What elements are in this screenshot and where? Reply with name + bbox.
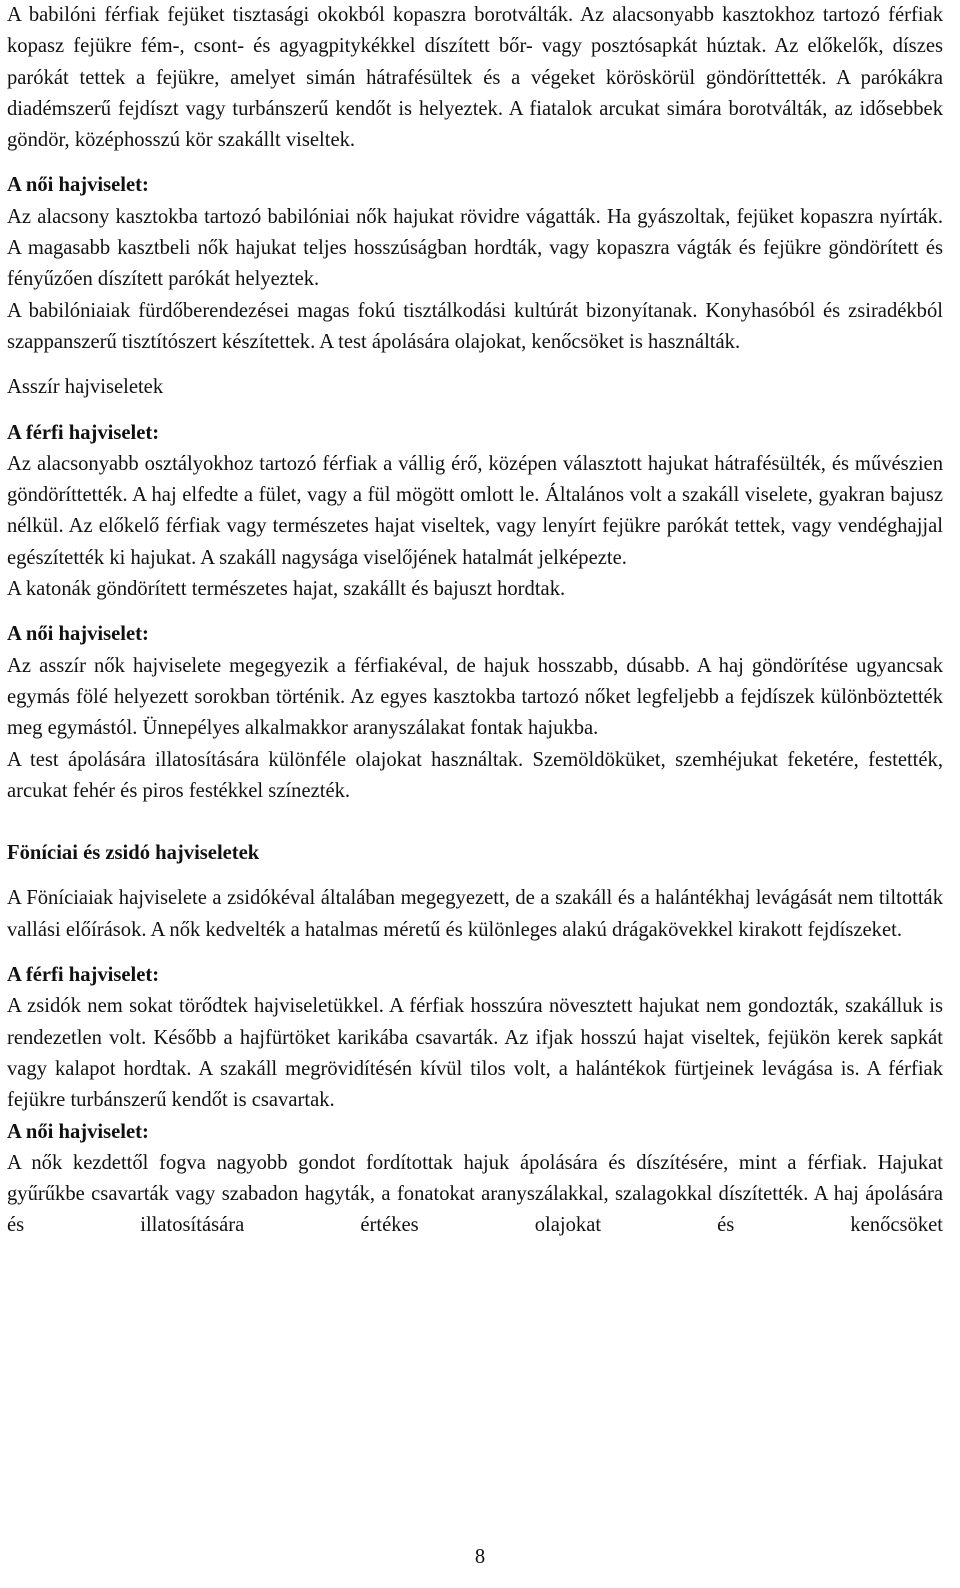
phoenician-male-paragraph: A zsidók nem sokat törődtek hajviseletükkel. A férfiak hosszúra növesztett hajukat nem gondozták, szakálluk is rendezetlen volt. Később a hajfürtöket karikába csavarták. Az ifjak hosszú hajat viseltek, fejükön kerek sapkát vagy kalapot hordtak. A szakáll megrövidítésén kívül tilos volt, a halántékok fürtjeinek levágása is. A férfiak fejükre turbánszerű kendőt is csavartak. — [7, 995, 943, 1112]
assyrian-female-heading: A női hajviselet: — [7, 623, 149, 646]
assyrian-male-paragraph: Az alacsonyabb osztályokhoz tartozó férfiak a vállig érő, középen választott hajukat hátrafésülték, és művészien göndöríttették. A haj elfedte a fület, vagy a fül mögött omlott le. Általános volt a szakáll viselete, gyakran bajusz nélkül. Az előkelő férfiak vagy természetes hajat viseltek, vagy lenyírt fejükre parókát tettek, vagy vendéghajjal egészítették ki hajukat. A szakáll nagysága viselőjének hatalmát jelképezte. — [7, 452, 943, 569]
spacer — [7, 946, 943, 960]
babylonian-men-paragraph: A babilóni férfiak fejüket tisztasági okokból kopaszra borotválták. Az alacsonyabb kasztokhoz tartozó férfiak kopasz fejükre fém-, csont- és agyagpitykékkel díszített bőr- vagy posztósapkát húztak. Az előkelők, díszes parókát tettek a fejükre, amelyet simán hátrafésültek és a végeket köröskörül göndöríttették. A parókákra diadémszerű fejdíszt vagy turbánszerű kendőt is helyeztek. A fiatalok arcukat simára borotválták, az idősebbek göndör, középhosszú kör szakállt viseltek. — [7, 4, 943, 152]
phoenician-section-title: Föníciai és zsidó hajviseletek — [7, 842, 260, 865]
spacer — [7, 404, 943, 418]
assyrian-soldiers-paragraph: A katonák göndörített természetes hajat, szakállt és bajuszt hordtak. — [7, 578, 566, 601]
assyrian-male-heading: A férfi hajviselet: — [7, 421, 160, 444]
babylonian-hygiene-paragraph: A babilóniaiak fürdőberendezései magas fokú tisztálkodási kultúrát bizonyítanak. Konyhasóból és zsiradékból szappanszerű tisztítószert készítettek. A test ápolására olajokat, kenőcsöket is használták. — [7, 299, 943, 353]
document-page — [7, 0, 943, 1242]
phoenician-male-heading: A férfi hajviselet: — [7, 964, 160, 987]
assyrian-body-care-paragraph: A test ápolására illatosítására különféle olajokat használtak. Szemöldöküket, szemhéjukat feketére, festették, arcukat fehér és piros festékkel színezték. — [7, 748, 943, 802]
spacer — [7, 358, 943, 372]
assyrian-section-title: Asszír hajviseletek — [7, 376, 164, 399]
assyrian-female-paragraph: Az asszír nők hajviselete megegyezik a férfiakéval, de hajuk hosszabb, dúsabb. A haj göndörítése ugyancsak egymás fölé helyezett sorokban történik. Az egyes kasztokba tartozó nőket legfeljebb a fejdíszek különböztették meg egymástól. Ünnepélyes alkalmakkor aranyszálakat fontak hajukba. — [7, 654, 943, 740]
phoenician-female-heading: A női hajviselet: — [7, 1120, 149, 1143]
phoenician-female-paragraph: A nők kezdettől fogva nagyobb gondot fordítottak hajuk ápolására és díszítésére, mint a férfiak. Hajukat gyűrűkbe csavarták vagy szabadon hagyták, a fonatokat aranyszálakkal, szalagokkal díszítették. A haj ápolására és illatosítására értékes olajokat és kenőcsöket — [7, 1151, 943, 1237]
spacer — [7, 807, 943, 838]
phoenician-intro-paragraph: A Föníciaiak hajviselete a zsidókéval általában megegyezett, de a szakáll és a halántékhaj levágását nem tiltották vallási előírások. A nők kedvelték a hatalmas méretű és különleges alakú drágakövekkel kirakott fejdíszeket. — [7, 887, 943, 941]
spacer — [7, 156, 943, 170]
page-number: 8 — [474, 1546, 486, 1568]
babylonian-female-heading: A női hajviselet: — [7, 174, 149, 197]
spacer — [7, 869, 943, 883]
spacer — [7, 605, 943, 619]
babylonian-female-paragraph: Az alacsony kasztokba tartozó babilóniai nők hajukat rövidre vágatták. Ha gyászoltak, fejüket kopaszra nyírták. A magasabb kasztbeli nők hajukat teljes hosszúságban hordták, vagy kopaszra vágták és fejükre göndörített és fényűzően díszített parókát helyeztek. — [7, 205, 943, 291]
